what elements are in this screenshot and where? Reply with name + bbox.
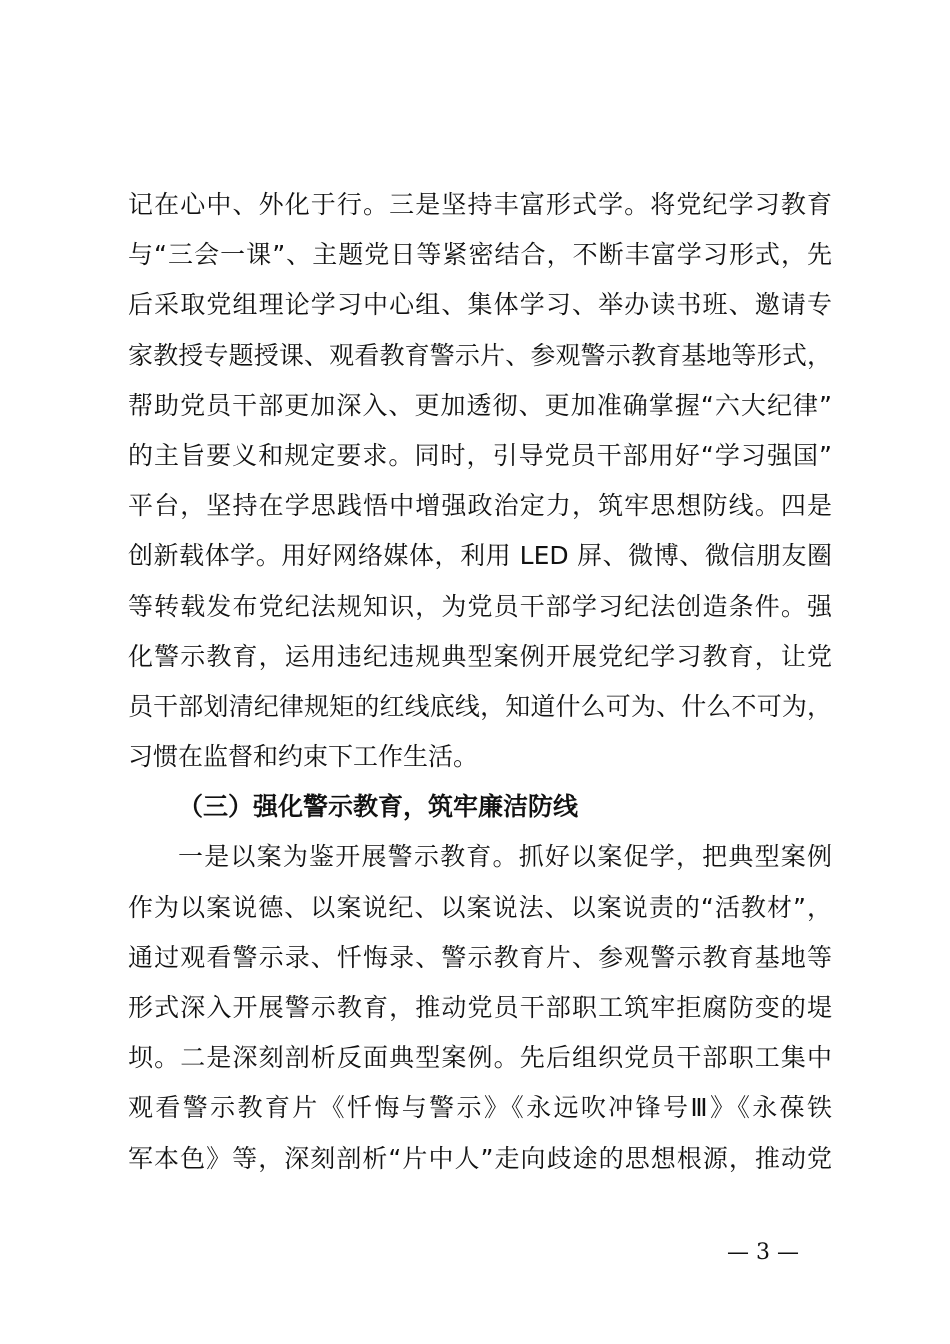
- paragraph-line: 一是以案为鉴开展警示教育。抓好以案促学，把典型案例: [178, 842, 832, 872]
- paragraph-line: 化警示教育，运用违纪违规典型案例开展党纪学习教育，让党: [128, 641, 832, 671]
- paragraph-line: 通过观看警示录、忏悔录、警示教育片、参观警示教育基地等: [128, 942, 832, 972]
- paragraph-line: 平台，坚持在学思践悟中增强政治定力，筑牢思想防线。四是: [128, 491, 832, 521]
- section-heading: （三）强化警示教育，筑牢廉洁防线: [178, 792, 579, 822]
- body-text: [128, 180, 832, 1184]
- page-number: — 3 —: [727, 1240, 799, 1265]
- paragraph-line: 等转载发布党纪法规知识，为党员干部学习纪法创造条件。强: [128, 591, 832, 621]
- paragraph-line: 员干部划清纪律规矩的红线底线，知道什么可为、什么不可为，: [128, 691, 832, 721]
- paragraph-line: 坝。二是深刻剖析反面典型案例。先后组织党员干部职工集中: [128, 1043, 832, 1073]
- paragraph-line: 观看警示教育片《忏悔与警示》《永远吹冲锋号Ⅲ》《永葆铁: [128, 1093, 832, 1123]
- paragraph-line: 后采取党组理论学习中心组、集体学习、举办读书班、邀请专: [128, 290, 832, 320]
- paragraph-line: 的主旨要义和规定要求。同时，引导党员干部用好“学习强国”: [128, 440, 832, 470]
- paragraph-line: 与“三会一课”、主题党日等紧密结合，不断丰富学习形式，先: [128, 240, 832, 270]
- paragraph-line: 创新载体学。用好网络媒体，利用 LED 屏、微博、微信朋友圈: [128, 541, 832, 571]
- paragraph-line: 记在心中、外化于行。三是坚持丰富形式学。将党纪学习教育: [128, 190, 832, 219]
- paragraph-line: 帮助党员干部更加深入、更加透彻、更加准确掌握“六大纪律”: [128, 390, 832, 420]
- paragraph-line: 家教授专题授课、观看教育警示片、参观警示教育基地等形式，: [128, 340, 832, 370]
- paragraph-line: 习惯在监督和约束下工作生活。: [128, 742, 479, 772]
- paragraph-line: 形式深入开展警示教育，推动党员干部职工筑牢拒腐防变的堤: [128, 993, 832, 1022]
- paragraph-line: 作为以案说德、以案说纪、以案说法、以案说责的“活教材”，: [128, 892, 832, 922]
- paragraph-line: 军本色》等，深刻剖析“片中人”走向歧途的思想根源，推动党: [128, 1143, 832, 1173]
